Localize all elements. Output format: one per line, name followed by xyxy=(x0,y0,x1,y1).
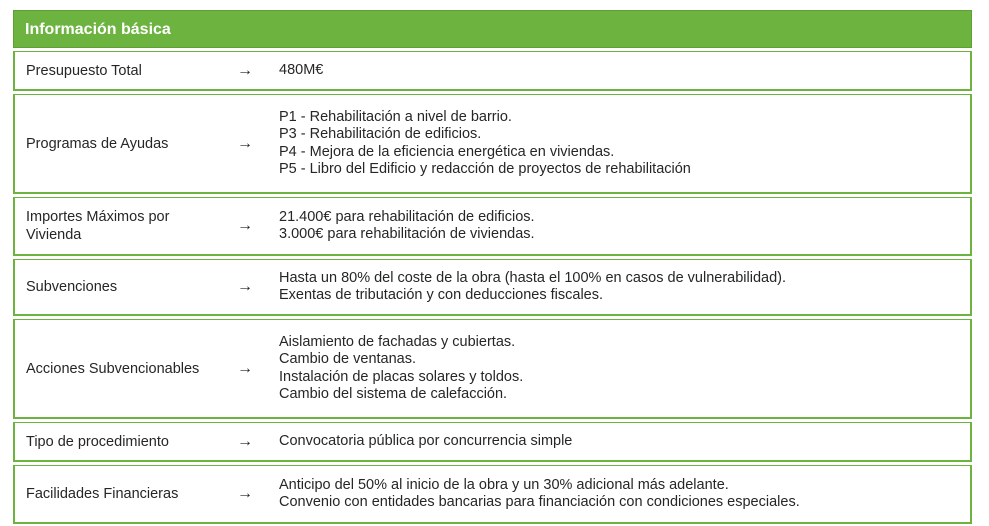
table-row-programas xyxy=(13,94,972,194)
value-line: 3.000€ para rehabilitación de viviendas. xyxy=(279,226,535,242)
value-line: P3 - Rehabilitación de edificios. xyxy=(279,126,482,142)
row-label: Presupuesto Total xyxy=(26,62,142,79)
row-value xyxy=(270,477,970,512)
arrow-right-icon: → xyxy=(237,278,253,295)
arrow-right-icon: → xyxy=(237,432,253,450)
arrow-right-icon: → xyxy=(237,61,253,79)
table-row-procedimiento xyxy=(13,422,972,462)
value-line: Exentas de tributación y con deducciones fiscales. xyxy=(279,287,604,303)
row-label: Programas de Ayudas xyxy=(26,135,169,152)
row-label: Importes Máximos por Vivienda xyxy=(26,209,170,243)
table-header xyxy=(13,10,972,48)
arrow-right-icon: → xyxy=(237,359,253,377)
row-value xyxy=(270,433,970,451)
value-line: P1 - Rehabilitación a nivel de barrio. xyxy=(279,108,512,125)
table-row-subvenciones xyxy=(13,259,972,316)
value-line: Cambio del sistema de calefacción. xyxy=(279,386,508,402)
table-title: Información básica xyxy=(25,21,171,38)
arrow-right-icon: → xyxy=(237,134,253,152)
row-label: Facilidades Financieras xyxy=(26,486,179,502)
value-line: Convocatoria pública por concurrencia simple xyxy=(279,432,573,449)
row-label: Subvenciones xyxy=(26,279,118,295)
row-value xyxy=(270,334,970,404)
row-label: Acciones Subvencionables xyxy=(26,360,200,377)
arrow-right-icon: → xyxy=(237,217,253,234)
value-line: Convenio con entidades bancarias para financiación con condiciones especiales. xyxy=(279,494,800,510)
table-row-importes xyxy=(13,197,972,256)
value-line: P4 - Mejora de la eficiencia energética en viviendas. xyxy=(279,143,615,160)
value-line: Hasta un 80% del coste de la obra (hasta el 100% en casos de vulnerabilidad). xyxy=(279,269,787,286)
value-line: P5 - Libro del Edificio y redacción de proyectos de rehabilitación xyxy=(279,161,691,177)
row-value xyxy=(270,270,970,305)
table-row-acciones xyxy=(13,319,972,419)
value-line: Aislamiento de fachadas y cubiertas. xyxy=(279,333,516,350)
value-line: Anticipo del 50% al inicio de la obra y un 30% adicional más adelante. xyxy=(279,476,729,493)
table-row-presupuesto xyxy=(13,51,972,91)
value-line: 480M€ xyxy=(279,61,324,78)
table-row-facilidades xyxy=(13,465,972,524)
row-label: Tipo de procedimiento xyxy=(26,433,169,450)
row-value xyxy=(270,62,970,80)
info-table xyxy=(13,10,972,524)
value-line: 21.400€ para rehabilitación de edificios. xyxy=(279,208,535,225)
value-line: Instalación de placas solares y toldos. xyxy=(279,368,524,385)
arrow-right-icon: → xyxy=(237,485,253,502)
value-line: Cambio de ventanas. xyxy=(279,351,417,367)
row-value xyxy=(270,109,970,179)
row-value xyxy=(270,209,970,244)
